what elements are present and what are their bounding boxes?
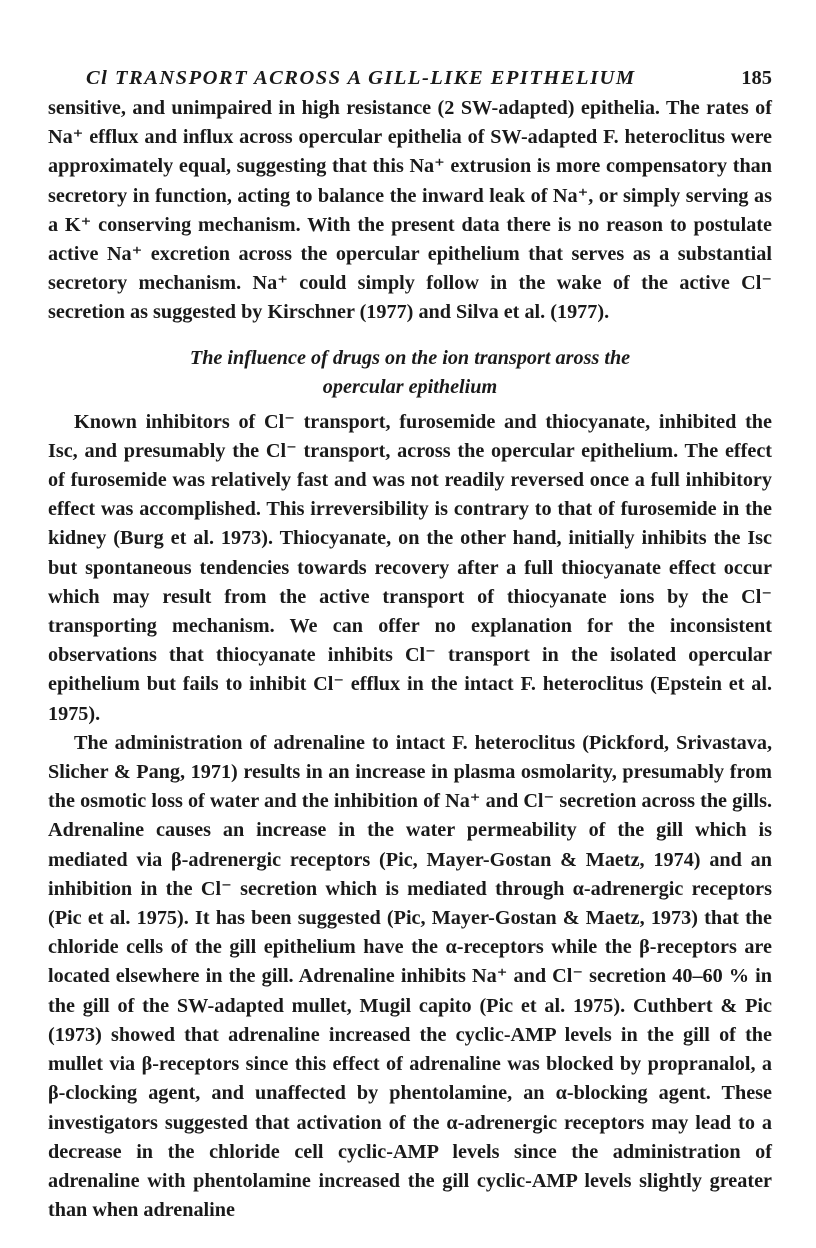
paragraph-continuation: sensitive, and unimpaired in high resistance (2 SW-adapted) epithelia. The rates of Na⁺ efflux and influx across opercular epithelia of SW-adapted F. heteroclitus were approximately equal, suggesting that this Na⁺ extrusion is more compensatory than secretory in function, acting to balance the inward leak of Na⁺, or simply serving as a K⁺ conserving mechanism. With the present data there is no reason to postulate active Na⁺ excretion across the opercular epithelium that serves as a substantial secretory mechanism. Na⁺ could simply follow in the wake of the active Cl⁻ secretion as suggested by Kirschner (1977) and Silva et al. (1977). (48, 97, 772, 324)
page (48, 64, 772, 1225)
running-title: Cl TRANSPORT ACROSS A GILL-LIKE EPITHELIUM (86, 67, 636, 89)
section-heading-line-2: opercular epithelium (322, 375, 498, 398)
running-header (48, 64, 772, 94)
section-heading-line-1: The influence of drugs on the ion transport aross the (189, 346, 631, 369)
section-heading (48, 344, 772, 402)
paragraph-adrenaline: The administration of adrenaline to intact F. heteroclitus (Pickford, Srivastava, Slicher & Pang, 1971) results in an increase in plasma osmolarity, presumably from the osmotic loss of water and the inhibition of Na⁺ and Cl⁻ secretion across the gills. Adrenaline causes an increase in the water permeability of the gill which is mediated via β-adrenergic receptors (Pic, Mayer-Gostan & Maetz, 1974) and an inhibition in the Cl⁻ secretion which is mediated through α-adrenergic receptors (Pic et al. 1975). It has been suggested (Pic, Mayer-Gostan & Maetz, 1973) that the chloride cells of the gill epithelium have the α-receptors while the β-receptors are located elsewhere in the gill. Adrenaline inhibits Na⁺ and Cl⁻ secretion 40–60 % in the gill of the SW-adapted mullet, Mugil capito (Pic et al. 1975). Cuthbert & Pic (1973) showed that adrenaline increased the cyclic-AMP levels in the gill of the mullet via β-receptors since this effect of adrenaline was blocked by propranalol, a β-clocking agent, and unaffected by phentolamine, an α-blocking agent. These investigators suggested that activation of the α-adrenergic receptors may lead to a decrease in the chloride cell cyclic-AMP levels since the administration of adrenaline with phentolamine increased the gill cyclic-AMP levels slightly greater than when adrenaline (48, 731, 772, 1222)
page-number: 185 (741, 67, 772, 89)
paragraph-inhibitors: Known inhibitors of Cl⁻ transport, furosemide and thiocyanate, inhibited the Isc, and presumably the Cl⁻ transport, across the opercular epithelium. The effect of furosemide was relatively fast and was not readily reversed once a full inhibitory effect was accomplished. This irreversibility is contrary to that of furosemide in the kidney (Burg et al. 1973). Thiocyanate, on the other hand, initially inhibits the Isc but spontaneous tendencies towards recovery after a full thiocyanate effect occur which may result from the active transport of thiocyanate ions by the Cl⁻ transporting mechanism. We can offer no explanation for the inconsistent observations that thiocyanate inhibits Cl⁻ transport in the isolated opercular epithelium but fails to inhibit Cl⁻ efflux in the intact F. heteroclitus (Epstein et al. 1975). (48, 410, 772, 725)
